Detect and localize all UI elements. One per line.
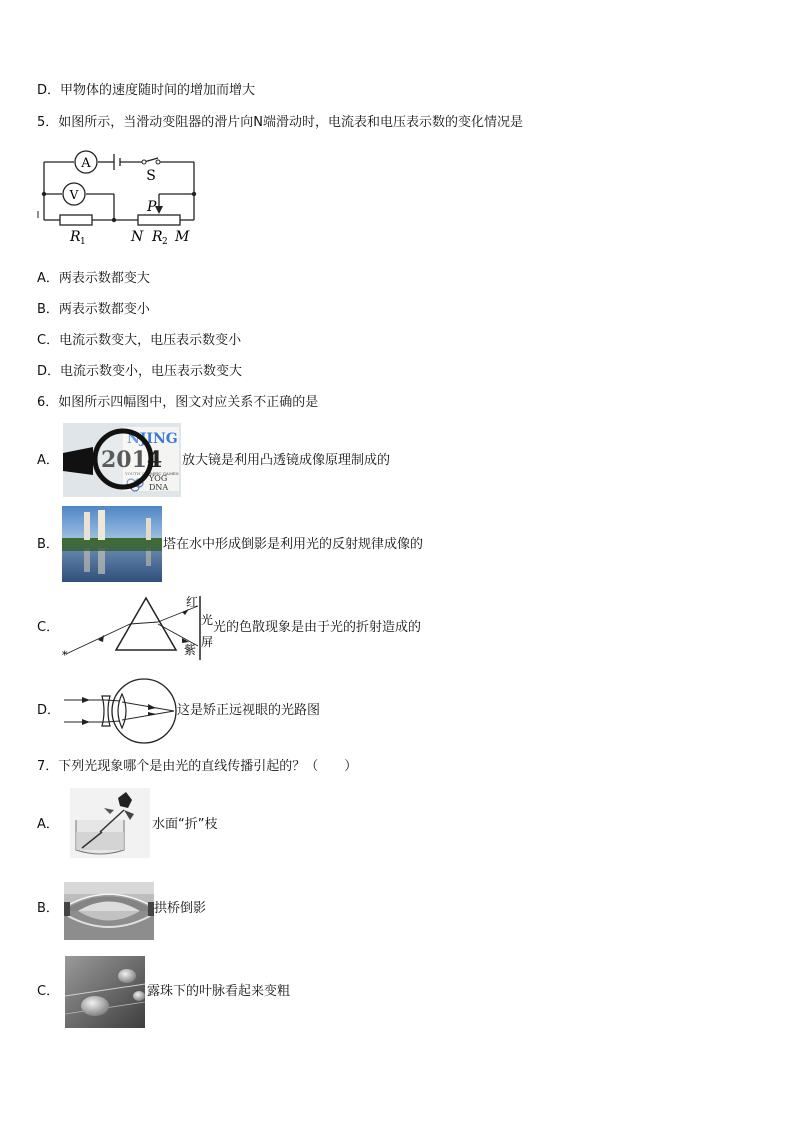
prism-dispersion-figure xyxy=(58,592,218,664)
r2-label: R xyxy=(152,229,163,244)
violet-label: 紫 xyxy=(184,643,197,657)
light-label: 光 xyxy=(201,613,214,627)
q5-circuit-figure xyxy=(34,148,204,244)
bent-stem-in-water-photo xyxy=(70,788,150,858)
q6-option-c-letter: C． xyxy=(37,620,60,635)
q6-option-d-letter: D． xyxy=(37,703,61,718)
q5-option-c: C．电流示数变大，电压表示数变小 xyxy=(37,333,242,348)
q6-option-b-letter: B． xyxy=(37,537,59,552)
r2-rheostat xyxy=(138,215,180,225)
q6-stem: 6．如图所示四幅图中，图文对应关系不正确的是 xyxy=(37,395,319,410)
n-label: N xyxy=(131,229,144,244)
q6-option-a-caption: 放大镜是利用凸透镜成像原理制成的 xyxy=(182,453,391,468)
voltmeter-label: V xyxy=(69,188,79,202)
svg-text:*: * xyxy=(62,649,68,662)
red-label: 红 xyxy=(186,595,199,609)
r1-resistor xyxy=(60,215,92,225)
q6-option-d-caption: 这是矫正远视眼的光路图 xyxy=(177,703,321,718)
q7-option-a-letter: A． xyxy=(37,817,59,832)
q5-option-b: B．两表示数都变小 xyxy=(37,302,150,317)
r1-label: R xyxy=(70,229,81,244)
q6-option-c-caption: 光的色散现象是由于光的折射造成的 xyxy=(213,620,422,635)
eye-lens-figure xyxy=(60,676,180,746)
q7-option-b-letter: B． xyxy=(37,901,59,916)
q7-stem: 7．下列光现象哪个是由光的直线传播引起的？（ ） xyxy=(37,759,358,774)
q7-option-c-caption: 露珠下的叶脉看起来变粗 xyxy=(147,984,291,999)
ammeter-label: A xyxy=(81,156,91,171)
q5-option-d: D．电流示数变小，电压表示数变大 xyxy=(37,364,243,379)
switch-label: S xyxy=(146,168,156,184)
r2-subscript: 2 xyxy=(162,237,168,244)
q7-option-b-caption: 拱桥倒影 xyxy=(154,901,207,916)
poster-text-yog-logo: YOG xyxy=(149,474,168,483)
poster-text-2014: 2014 xyxy=(101,447,163,473)
q7-option-a-caption: 水面“折”枝 xyxy=(152,817,218,832)
pagoda-reflection-photo xyxy=(62,506,162,582)
m-label: M xyxy=(175,229,190,244)
poster-text-dna: DNA xyxy=(149,483,169,492)
r1-subscript: 1 xyxy=(80,237,86,244)
q7-option-c-letter: C． xyxy=(37,984,60,999)
q4-option-d: D．甲物体的速度随时间的增加而增大 xyxy=(37,83,256,98)
screen-label: 屏 xyxy=(201,635,214,649)
q5-option-a: A．两表示数都变大 xyxy=(37,271,150,286)
arch-bridge-reflection-photo xyxy=(64,882,154,940)
q6-option-b-caption: 塔在水中形成倒影是利用光的反射规律成像的 xyxy=(163,537,424,552)
slider-label: P xyxy=(147,199,157,215)
dewdrop-leaf-photo xyxy=(65,956,145,1028)
poster-text-yog: YOUTH OLYMPIC GAMES xyxy=(125,471,179,476)
q5-stem: 5．如图所示，当滑动变阻器的滑片向N端滑动时，电流表和电压表示数的变化情况是 xyxy=(37,115,523,130)
q6-option-a-letter: A． xyxy=(37,453,59,468)
poster-text-njing: NJING xyxy=(127,431,178,447)
magnifier-photo xyxy=(63,423,181,497)
